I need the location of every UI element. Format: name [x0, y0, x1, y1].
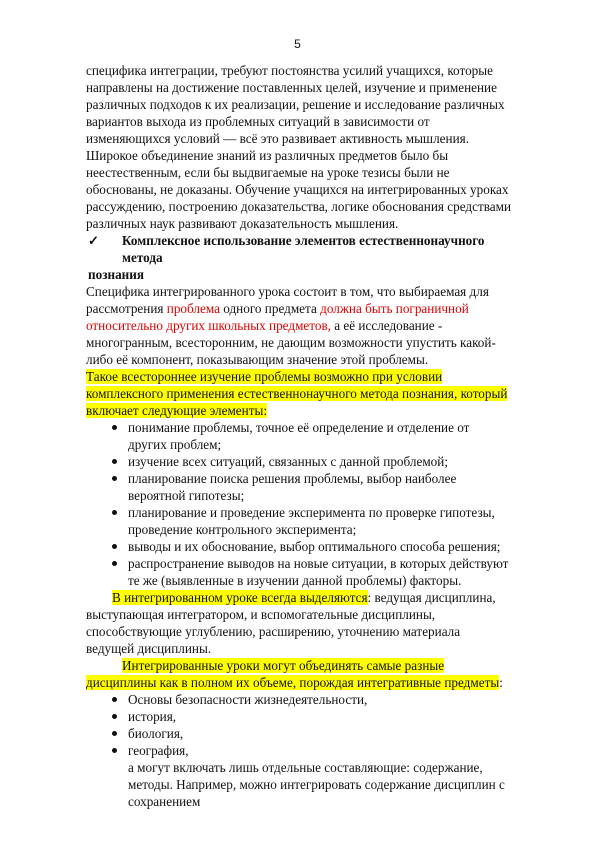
list-item [86, 691, 511, 708]
paragraph: а могут включать лишь отдельные составляющие: содержание, методы. Например, можно интегрировать содержание дисциплин с сохранением [128, 760, 505, 809]
list-item [86, 453, 511, 470]
red-text: проблема [166, 301, 220, 316]
list-item [86, 742, 511, 759]
text-run: Специфика интегрированного урока состоит в том, что выбираемая для рассмотрения [86, 284, 489, 316]
heading-line: познания [88, 267, 145, 282]
highlighted-text: В интегрированном уроке всегда выделяются [112, 590, 368, 605]
check-mark-icon: ✓ [88, 233, 100, 248]
page-content [86, 62, 511, 810]
page-number: 5 [294, 37, 301, 51]
heading-line: Комплексное использование элементов естественнонаучного метода [122, 233, 485, 265]
list-item-text: география, [128, 743, 189, 758]
list-item-text: понимание проблемы, точное её определение и отделение от других проблем; [128, 420, 470, 452]
list-item [86, 708, 511, 725]
bullet-icon [112, 561, 117, 566]
list-item [86, 419, 511, 453]
highlighted-paragraph [86, 368, 511, 419]
bullet-list [86, 691, 511, 759]
paragraph [86, 657, 511, 691]
bullet-icon [112, 476, 117, 481]
paragraph: специфика интеграции, требуют постоянства усилий учащихся, которые направлены на достижение поставленных целей, изучение и применение различных подходов к их реализации, решение и исследование различных вариантов выхода из проблемных ситуаций в зависимости от изменяющихся условий — всё это развивает активность мышления. Широкое объединение знаний из различных предметов было бы неестественным, если бы выдвигаемые на уроке тезисы были не обоснованы, не доказаны. Обучение учащихся на интегрированных уроках рассуждению, построению доказательства, логике обоснования средствами различных наук развивают доказательность мышления. [86, 63, 512, 231]
list-item-text: изучение всех ситуаций, связанных с данной проблемой; [128, 454, 449, 469]
text-run: а её исследование - многогранным, всесторонним, не дающим возможности упустить какой-либо её компонент, показывающим значение этой проблемы. [86, 318, 496, 367]
list-item-text: история, [128, 709, 177, 724]
bullet-icon [112, 714, 117, 719]
text-run: одного предмета [219, 301, 321, 316]
red-text: должна быть пограничной относительно других школьных предметов, [86, 301, 469, 333]
bullet-icon [112, 425, 117, 430]
bullet-icon [112, 510, 117, 515]
list-item-text: Основы безопасности жизнедеятельности, [128, 692, 368, 707]
list-item-text: выводы и их обоснование, выбор оптимального способа решения; [128, 539, 501, 554]
bullet-icon [112, 544, 117, 549]
list-item [86, 555, 511, 589]
highlighted-text: Такое всестороннее изучение проблемы возможно при условии комплексного применения естественнонаучного метода познания, который включает следующие элементы: [86, 369, 508, 418]
section-heading [86, 232, 511, 283]
bullet-icon [112, 748, 117, 753]
highlighted-text: Интегрированные уроки могут объединять самые разные дисциплины как в полном их объеме, порождая интегративные предметы [86, 658, 500, 690]
list-item [86, 504, 511, 538]
list-item [86, 725, 511, 742]
paragraph [86, 283, 511, 368]
list-item [86, 470, 511, 504]
list-item-text: биология, [128, 726, 184, 741]
text-run: : ведущая дисциплина, выступающая интегратором, и вспомогательные дисциплины, способствующие углублению, расширению, уточнению материала ведущей дисциплины. [86, 590, 496, 656]
list-item [86, 538, 511, 555]
section-heading-text [88, 232, 511, 283]
bullet-icon [112, 731, 117, 736]
paragraph [86, 589, 511, 657]
bullet-icon [112, 697, 117, 702]
bullet-list [86, 419, 511, 589]
list-item-text: планирование и проведение эксперимента по проверке гипотезы, проведение контрольного эксперимента; [128, 505, 495, 537]
bullet-icon [112, 459, 117, 464]
list-item-text: планирование поиска решения проблемы, выбор наиболее вероятной гипотезы; [128, 471, 457, 503]
list-item-text: распространение выводов на новые ситуации, в которых действуют те же (выявленные в изучении данной проблемы) факторы. [128, 556, 509, 588]
text-run: : [499, 675, 503, 690]
